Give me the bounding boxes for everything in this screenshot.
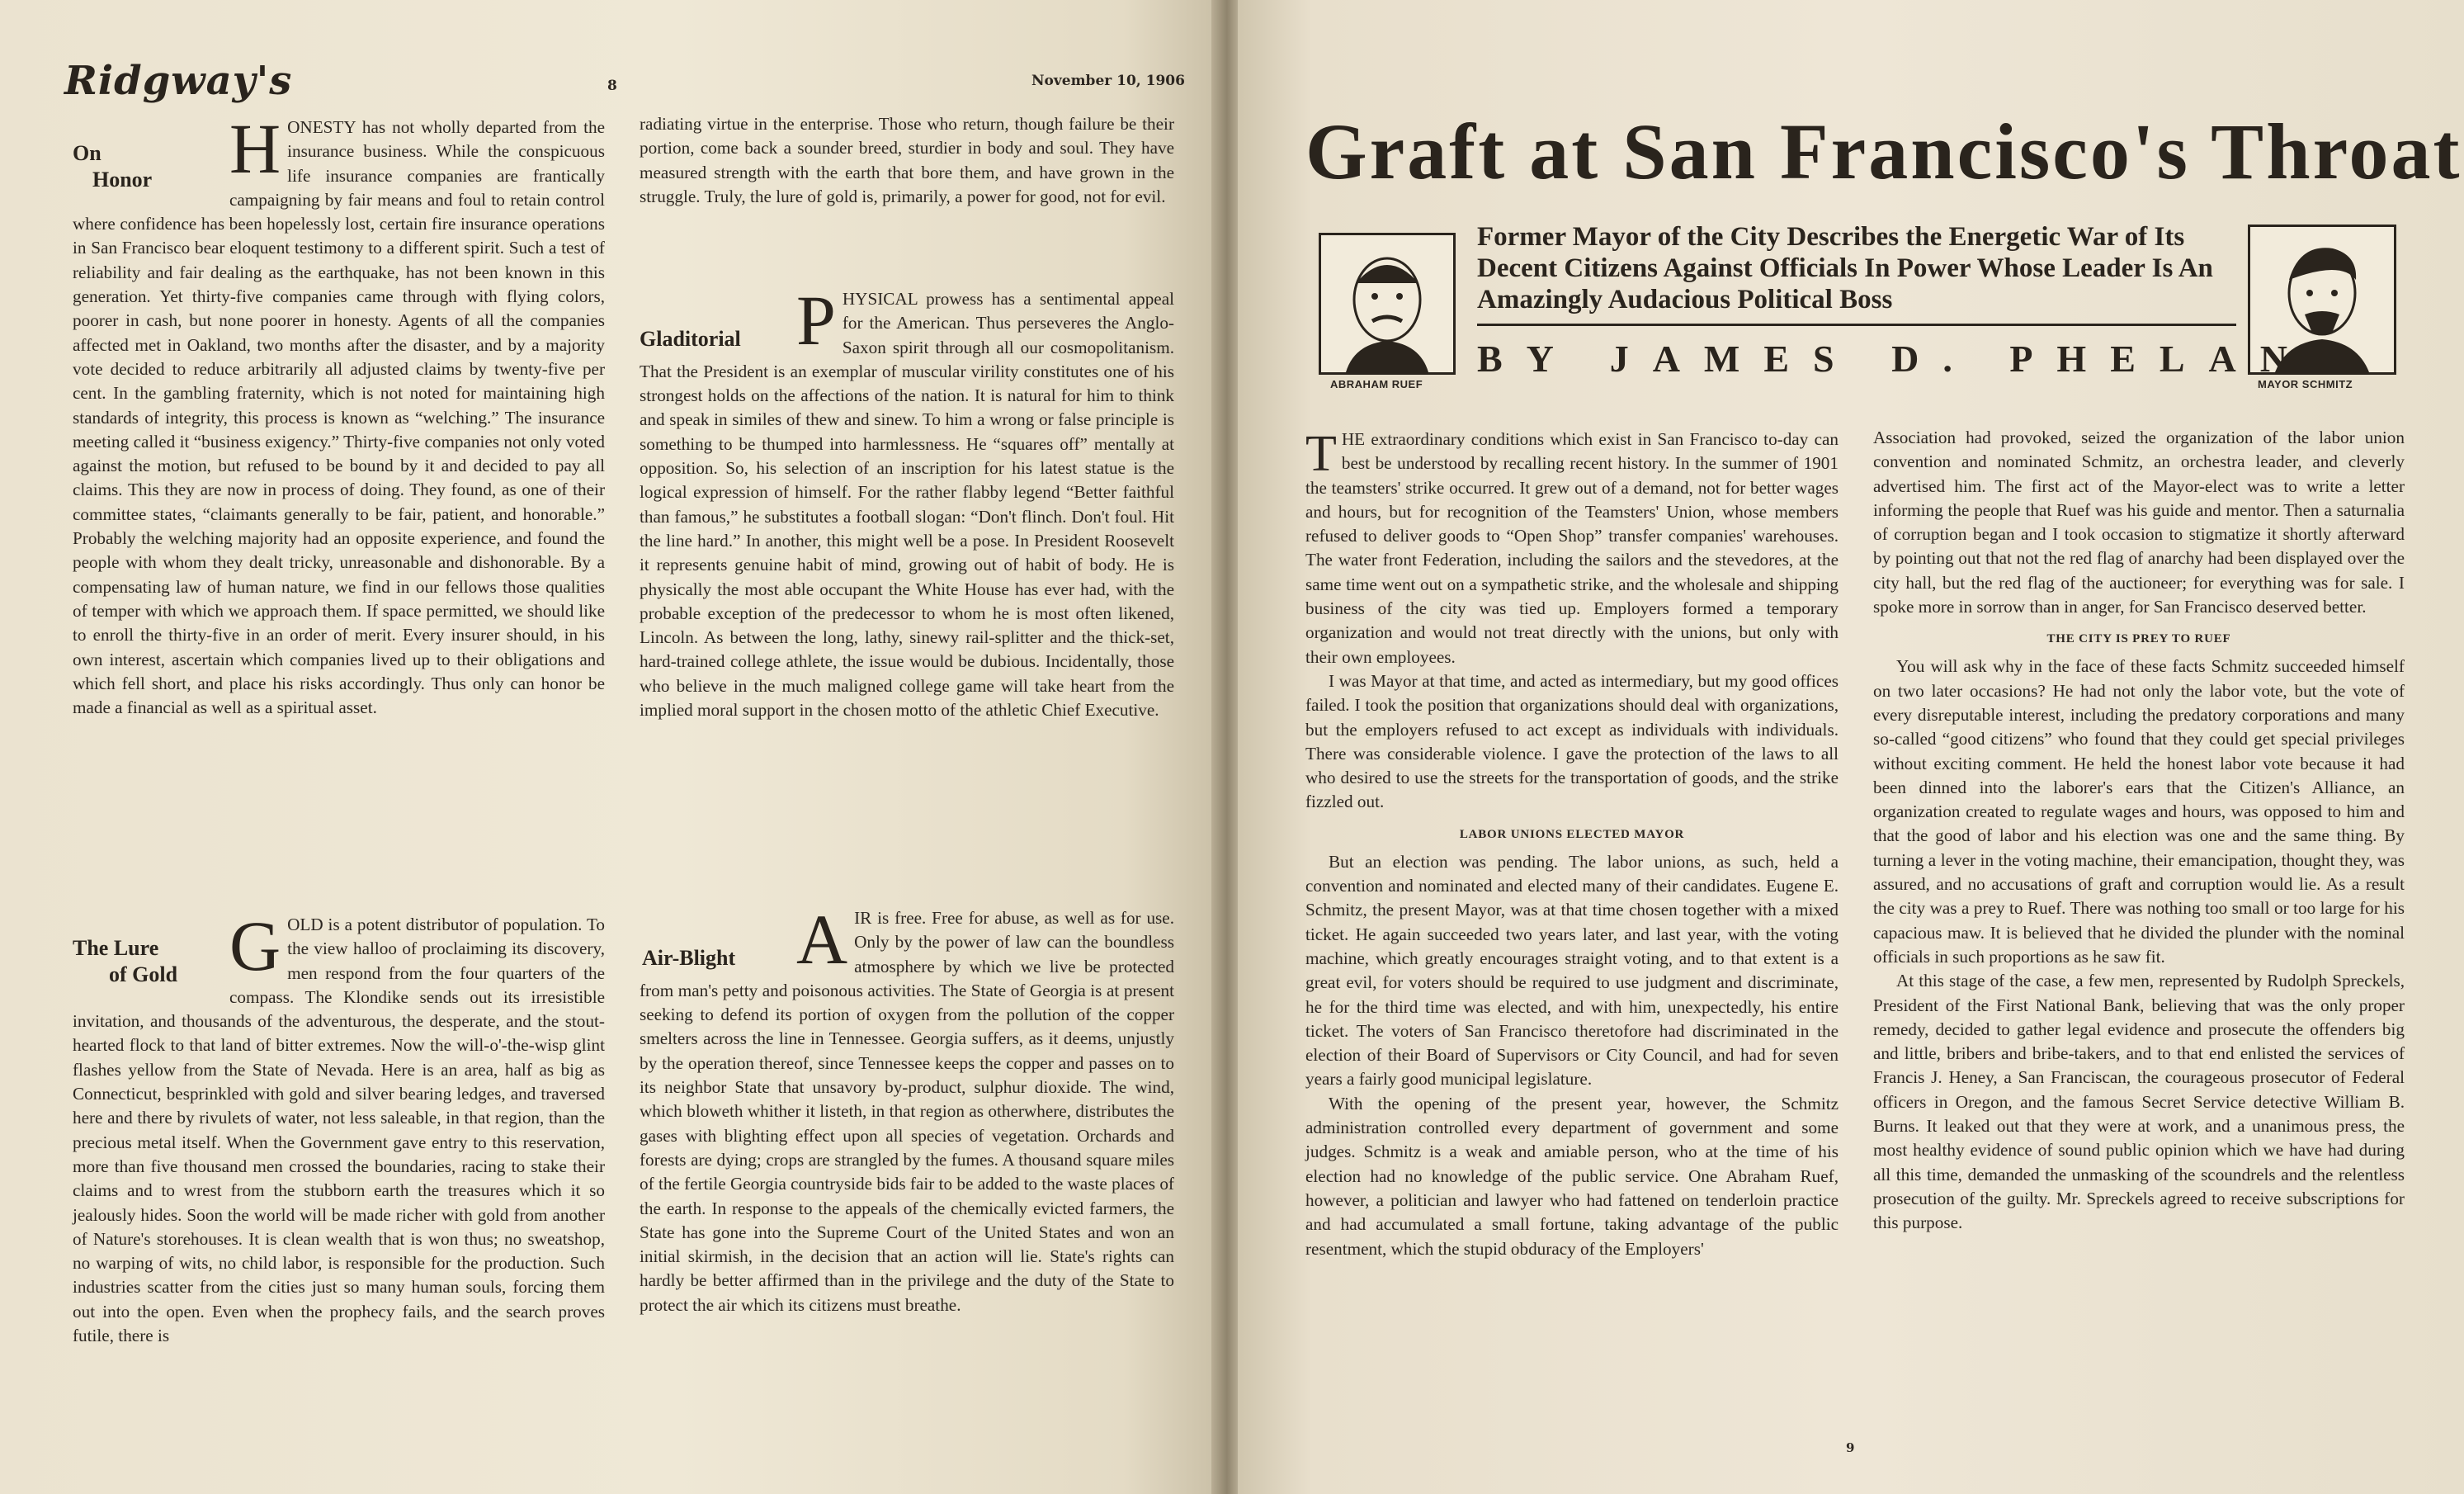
article-paragraph: Association had provoked, seized the organization of the labor union convention and nominated Schmitz, an orchestra leader, and cleverly advertised him. The first act of the Mayor-elect was to write a letter informing the people that Ruef was his guide and mentor. Then a saturnalia of corruption began and I took occasion to stigmatize it shortly afterward by pointing out that not the red flag of anarchy had been displayed over the city hall, but the red flag of the auctioneer; for everything was for sale. I spoke more in sorrow than in anger, for San Francisco deserved better. xyxy=(1873,428,2405,617)
portrait-caption-ruef: ABRAHAM RUEF xyxy=(1330,378,1423,390)
article-column-1 xyxy=(1305,428,1839,1261)
drop-cap: G xyxy=(229,906,281,986)
sidehead-on-honor: On Honor xyxy=(73,141,153,191)
sidehead-air-blight: Air-Blight xyxy=(642,946,736,970)
sidehead-lure-of-gold: The Lure of Gold xyxy=(73,936,178,986)
article-paragraph: You will ask why in the face of these facts Schmitz succeeded himself on two later occasions? He had not only the labor vote, but the vote of every disreputable interest, including the predatory corporations and many so-called “good citizens” who found that they could get special privileges without exciting comment. He held the honest labor vote because it had been dinned into the laborer's ears that the Citizen's Alliance, an organization created to regulate wages and hours, was opposed to him and that the good of labor and his election was one and the same thing. By turning a lever in the voting machine, their emancipation, thought they, was assured, and no accusations of graft and corruption would lie. As a result the city was a prey to Ruef. There was nothing too small or too large for his capacious maw. It is believed that he divided the plunder with the nominal officials in such proportions as he saw fit. xyxy=(1873,656,2405,967)
portrait-caption-schmitz: MAYOR SCHMITZ xyxy=(2258,378,2353,390)
editorial-text: ONESTY has not wholly departed from the insurance business. While the conspicuous life insurance companies are frantically campaigning by fair means and foul to retain control where confidence has been hopelessly lost, certain fire insurance operations in San Francisco bear eloquent testimony to a different spirit. Such a test of reliability and fair dealing as the earthquake, has not been known in this generation. Yet thirty-five companies came through with flying colors, poorer in cash, but none poorer in honesty. Agents of all the companies affected met in Oakland, two months after the disaster, and by a majority vote decided to reduce arbitrarily all adjusted claims by twenty-five per cent. In the gambling fraternity, which is not noted for maintaining high standards of integrity, this process is known as “welching.” The insurance meeting called it “business exigency.” Thirty-five companies not only voted against the motion, but refused to be bound by it and decided to pay all claims. This they are now in process of doing. They found, as one of their committee states, “claimants generally to be fair, patient, and honorable.” Probably the welching majority had an opposite experience, and found the people with whom they dealt tricky, unreasonable and dishonorable. By a compensating law of human nature, we find in our fellows those qualities of temper with which we approach them. If space permitted, we should like to enroll the thirty-five in an order of merit. Every insurer should, in his own interest, ascertain which companies lived up to their obligations and which fell short, and place his risks accordingly. Thus only can honor be made a financial as well as a spiritual asset. xyxy=(73,117,605,718)
editorial-text: IR is free. Free for abuse, as well as for use. Only by the power of law can the boundless atmosphere by which we live be protected from man's petty and poisonous activities. The State of Georgia is at present seeking to defend its portion of oxygen from the pollution of the copper smelters across the line in Tennessee. Georgia suffers, as it deems, unjustly by the operation thereof, since Tennessee keeps the copper and passes on to its neighbor State that unsavory by-product, sulphur dioxide. The wind, which bloweth whither it listeth, in that region as otherwhere, distributes the gases with blighting effect upon all species of vegetation. Orchards and forests are dying; crops are strangled by the fumes. A thousand square miles of the fertile Georgia countryside bids fair to be added to the waste places of the earth. In response to the appeals of the chemically evicted farmers, the State has gone into the Supreme Court of the United States and won an initial skirmish, in the decision that an action will lie. State's rights can hardly be better affirmed than in the privilege and the duty of the State to protect the air which its citizens must breathe. xyxy=(640,908,1174,1315)
article-paragraph: With the opening of the present year, however, the Schmitz administration controlled every department of government and some judges. Schmitz is a weak and amiable person, who at the time of his election had no knowledge of the public service. One Abraham Ruef, however, a politician and lawyer who had fattened on tenderloin practice and had accumulated a small fortune, taking advantage of the public resentment, which the stupid obduracy of the Employers' xyxy=(1305,1093,1839,1259)
article-paragraph: I was Mayor at that time, and acted as intermediary, but my good offices failed. I took the position that organizations should deal with organizations, but the employers refused to act except as individuals with individuals. There was considerable violence. I gave the protection of the laws to all who desired to use the streets for the transportation of goods, and the strike fizzled out. xyxy=(1305,670,1839,812)
byline: BY JAMES D. PHELAN xyxy=(1477,338,2311,380)
editorial-text: HYSICAL prowess has a sentimental appeal for the American. Thus perseveres the Anglo-Saxon spirit through all our cosmopolitanism. That the President is an exemplar of muscular virility constitutes one of his strongest holds on the affections of the nation. It is natural for him to think and speak in similes of thew and sinew. To him a wrong or false principle is something to be thumped into harmlessness. He “squares off” mentally at opposition. So, his selection of an inscription for his latest statue is the logical expression of himself. For the rather flabby legend “Better faithful than famous,” he substitutes a football slogan: “Don't flinch. Don't foul. Hit the line hard.” In another, this might well be a pose. In President Roosevelt it represents genuine habit of mind, growing out of habit of body. He is physically the most able occupant the White House has ever had, with the probable exception of the predecessor to whom he is most often likened, Lincoln. As between the long, lathy, sinewy rail-splitter and the thick-set, hard-trained college athlete, the issue would be dubious. Incidentally, those who believe in the much maligned college game will take heart from the implied moral support in the chosen motto of the athletic Chief Executive. xyxy=(640,289,1174,721)
drop-cap: P xyxy=(796,281,836,360)
drop-cap: H xyxy=(229,109,281,188)
article-column-2 xyxy=(1873,426,2405,1236)
page-number-right: 9 xyxy=(1846,1440,1855,1455)
subhead-city-prey: THE CITY IS PREY TO RUEF xyxy=(2046,632,2231,646)
editorial-lure-of-gold-continued xyxy=(640,112,1174,209)
article-paragraph: HE extraordinary conditions which exist in San Francisco to-day can best be understood by recalling recent history. In the summer of 1901 the teamsters' strike occurred. It grew out of a demand, not for better wages and hours, but for recognition of the Teamsters' Union, whose members refused to deliver goods to “Open Shop” transfer companies' warehouses. The water front Federation, including the sailors and the stevedores, at the same time went out on a sympathetic strike, and the wholesale and shipping business of the city was tied up. Employers formed a temporary organization and would not treat directly with the unions, but only with their own employees. xyxy=(1305,429,1839,667)
editorial-lure-of-gold xyxy=(73,906,605,1348)
editorial-text: OLD is a potent distributor of population. To the view halloo of proclaiming its discovery, men respond from the four quarters of the compass. The Klondike sends out its irresistible invitation, and thousands of the adventurous, the desperate, and the stout-hearted flock to that land of bitter extremes. Now the will-o'-the-wisp glint flashes yellow from the State of Nevada. Here is an area, half as big as Connecticut, besprinkled with gold and silver bearing ledges, and traversed here and there by rivulets of water, not less saleable, in that region, than the precious metal itself. When the Government gave entry to this reservation, more than five thousand men crossed the boundaries, racing to stake their claims and to wrest from the stubborn earth the treasures which it so jealously hides. Soon the world will be made richer with gold from another of Nature's storehouses. It is clean wealth that is won thus; no sweatshop, no warping of wits, no child labor, is responsible for the production. Such industries scatter from the cities just so many human souls, forcing them out into the open. Even when the prophecy fails, and the search proves futile, there is xyxy=(73,915,605,1346)
subhead-labor-unions: LABOR UNIONS ELECTED MAYOR xyxy=(1459,827,1685,841)
left-page xyxy=(0,0,1221,1494)
deck-rule xyxy=(1477,324,2236,326)
drop-cap: T xyxy=(1305,426,1337,482)
issue-date: November 10, 1906 xyxy=(1031,73,1185,89)
editorial-text: radiating virtue in the enterprise. Those who return, though failure be their portion, come back a sounder breed, sturdier in body and soul. They have measured strength with the earth that bore them, and have grown in the struggle. Truly, the lure of gold is, primarily, a power for good, not for evil. xyxy=(640,114,1174,206)
article-paragraph: But an election was pending. The labor unions, as such, held a convention and nominated and elected many of their candidates. Eugene E. Schmitz, the present Mayor, was at that time chosen together with a mixed ticket. He again succeeded two years later, and last year, with the voting machine, which greatly encourages straight voting, and to that extent is a great evil, for voters should be required to use judgment and discriminate, he for the third time was elected, and with him, unexpectedly, his entire ticket. The voters of San Francisco theretofore had discriminated in the election of their Board of Supervisors or City Council, and had for seven years a fairly good municipal legislature. xyxy=(1305,851,1839,1090)
article-title: Graft at San Francisco's Throat xyxy=(1305,107,2462,196)
editorial-gladitorial xyxy=(640,281,1174,722)
editorial-on-honor xyxy=(73,109,605,720)
sidehead-gladitorial: Gladitorial xyxy=(640,327,741,351)
editorial-air-blight xyxy=(640,900,1174,1317)
drop-cap: A xyxy=(796,900,848,979)
article-deck: Former Mayor of the City Describes the Energetic War of Its Decent Citizens Against Officials In Power Whose Leader Is An Amazingly Audacious Political Boss xyxy=(1477,222,2213,314)
article-paragraph: At this stage of the case, a few men, represented by Rudolph Spreckels, President of the First National Bank, believing that was the only proper remedy, decided to gather legal evidence and prosecute the offenders big and little, bribers and bribe-takers, and to that end enlisted the services of Francis J. Heney, a San Franciscan, the courageous prosecutor of Federal officers in Oregon, and the famous Secret Service detective William B. Burns. It leaked out that they were at work, and a unanimous press, the most healthy evidence of sound public opinion which we have had during all this time, demanded the unmasking of the scoundrels and the relentless prosecution of the guilty. Mr. Spreckels agreed to receive subscriptions for this purpose. xyxy=(1873,971,2405,1233)
masthead: Ridgway's xyxy=(64,58,293,104)
portrait-abraham-ruef xyxy=(1319,233,1456,375)
page-number-left: 8 xyxy=(607,78,617,94)
